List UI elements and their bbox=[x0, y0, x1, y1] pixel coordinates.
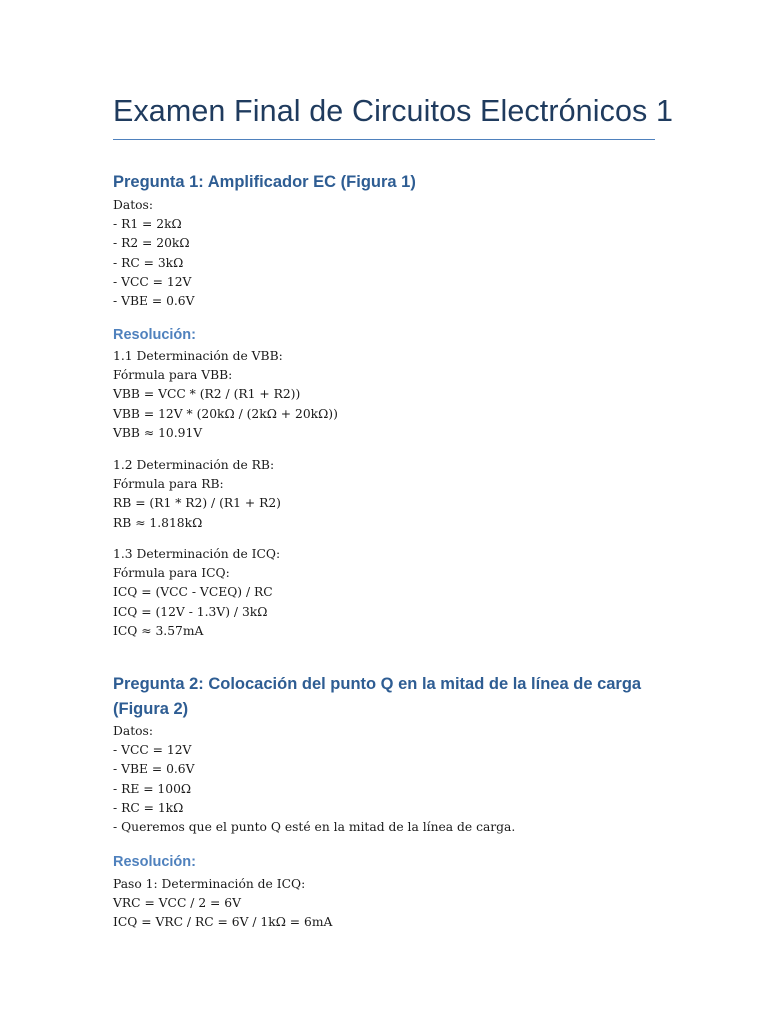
q2-datos-line: - RE = 100Ω bbox=[113, 781, 192, 796]
q1-heading-block bbox=[113, 170, 673, 195]
q1-step3-line: ICQ = (VCC - VCEQ) / RC bbox=[113, 585, 273, 600]
q2-step1-line: VRC = VCC / 2 = 6V bbox=[113, 896, 241, 911]
q1-step2-line: RB ≈ 1.818kΩ bbox=[113, 515, 203, 530]
q2-datos-line: Datos: bbox=[113, 724, 153, 738]
q1-step1-line: VBB ≈ 10.91V bbox=[113, 425, 203, 440]
q2-resolucion-heading: Resolución: bbox=[113, 854, 196, 870]
q1-step2-line: 1.2 Determinación de RB: bbox=[113, 458, 275, 472]
q1-resolucion-heading: Resolución: bbox=[113, 327, 196, 343]
q2-datos-line: - VBE = 0.6V bbox=[113, 762, 195, 777]
q1-step2 bbox=[113, 456, 673, 533]
q1-step1-line: 1.1 Determinación de VBB: bbox=[113, 349, 283, 363]
q1-step3-line: ICQ ≈ 3.57mA bbox=[113, 623, 204, 638]
document-title: Examen Final de Circuitos Electrónicos 1 bbox=[113, 94, 655, 140]
q1-datos-line: - R1 = 2kΩ bbox=[113, 217, 182, 232]
q2-datos bbox=[113, 722, 673, 837]
q1-datos-line: - RC = 3kΩ bbox=[113, 255, 184, 270]
q1-step2-line: Fórmula para RB: bbox=[113, 477, 224, 492]
q2-datos-line: - Queremos que el punto Q esté en la mitad de la línea de carga. bbox=[113, 820, 516, 835]
q1-datos-line: - VCC = 12V bbox=[113, 274, 192, 289]
q2-datos-line: - RC = 1kΩ bbox=[113, 800, 184, 815]
q1-step1-line: VBB = 12V * (20kΩ / (2kΩ + 20kΩ)) bbox=[113, 406, 338, 421]
q1-datos bbox=[113, 196, 673, 311]
q1-resolucion-block bbox=[113, 325, 673, 345]
q1-step2-line: RB = (R1 * R2) / (R1 + R2) bbox=[113, 496, 281, 511]
q2-step1-line: ICQ = VRC / RC = 6V / 1kΩ = 6mA bbox=[113, 915, 333, 930]
q1-step3-line: 1.3 Determinación de ICQ: bbox=[113, 547, 281, 561]
q1-datos-line: Datos: bbox=[113, 198, 153, 212]
q1-step3-line: Fórmula para ICQ: bbox=[113, 566, 230, 581]
q2-step1-line: Paso 1: Determinación de ICQ: bbox=[113, 877, 306, 891]
q1-datos-line: - R2 = 20kΩ bbox=[113, 236, 190, 251]
q1-step3 bbox=[113, 545, 673, 641]
q1-datos-line: - VBE = 0.6V bbox=[113, 294, 195, 309]
q2-heading-line1: Pregunta 2: Colocación del punto Q en la mitad de la línea de carga bbox=[113, 675, 642, 693]
q1-step3-line: ICQ = (12V - 1.3V) / 3kΩ bbox=[113, 604, 268, 619]
q2-heading-block bbox=[113, 672, 673, 722]
q1-step1-line: Fórmula para VBB: bbox=[113, 368, 233, 383]
q2-resolucion-block bbox=[113, 852, 673, 872]
q1-step1 bbox=[113, 347, 673, 443]
q2-datos-line: - VCC = 12V bbox=[113, 743, 192, 758]
q2-heading-line2: (Figura 2) bbox=[113, 700, 189, 718]
q2-step1 bbox=[113, 875, 673, 933]
q1-heading: Pregunta 1: Amplificador EC (Figura 1) bbox=[113, 173, 416, 191]
q1-step1-line: VBB = VCC * (R2 / (R1 + R2)) bbox=[113, 387, 301, 402]
